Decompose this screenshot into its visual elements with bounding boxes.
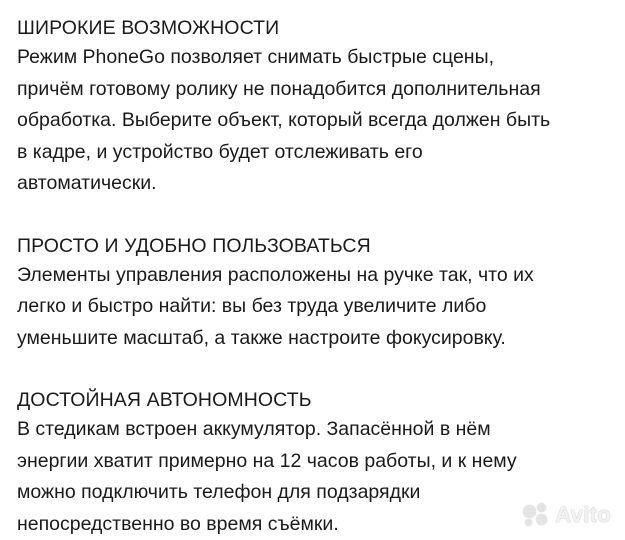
body-line: В стедикам встроен аккумулятор. Запасённой в нём — [17, 418, 491, 440]
avito-logo-icon — [521, 503, 551, 527]
section-easy-to-use — [17, 232, 617, 355]
body-line: непосредственно во время съёмки. — [17, 512, 339, 535]
body-line: обработка. Выберите объект, который всегда должен быть — [17, 109, 551, 131]
body-line: уменьшите масштаб, а также настроите фокусировку. — [17, 326, 506, 349]
body-line: Режим PhoneGo позволяет снимать быстрые сцены, — [17, 46, 494, 68]
body-line: причём готовому ролику не понадобится дополнительная — [17, 77, 541, 100]
body-line: можно подключить телефон для подзарядки — [17, 481, 421, 503]
avito-watermark — [521, 502, 611, 528]
watermark-text: Avito — [555, 502, 611, 527]
section-wide-capabilities — [17, 14, 617, 200]
body-line: в кадре, и устройство будет отслеживать его — [17, 140, 423, 163]
body-line: энергии хватит примерно на 12 часов работы, и к нему — [17, 449, 517, 472]
body-line: легко и быстро найти: вы без труда увеличите либо — [17, 295, 487, 317]
body-line: Элементы управления расположены на ручке так, что их — [17, 263, 534, 286]
section-heading: ШИРОКИЕ ВОЗМОЖНОСТИ — [17, 17, 280, 39]
section-body — [17, 42, 617, 200]
section-heading: ДОСТОЙНАЯ АВТОНОМНОСТЬ — [17, 389, 312, 411]
section-body — [17, 260, 617, 355]
section-heading: ПРОСТО И УДОБНО ПОЛЬЗОВАТЬСЯ — [17, 234, 371, 257]
body-line: автоматически. — [17, 172, 157, 194]
feature-description — [17, 14, 617, 540]
